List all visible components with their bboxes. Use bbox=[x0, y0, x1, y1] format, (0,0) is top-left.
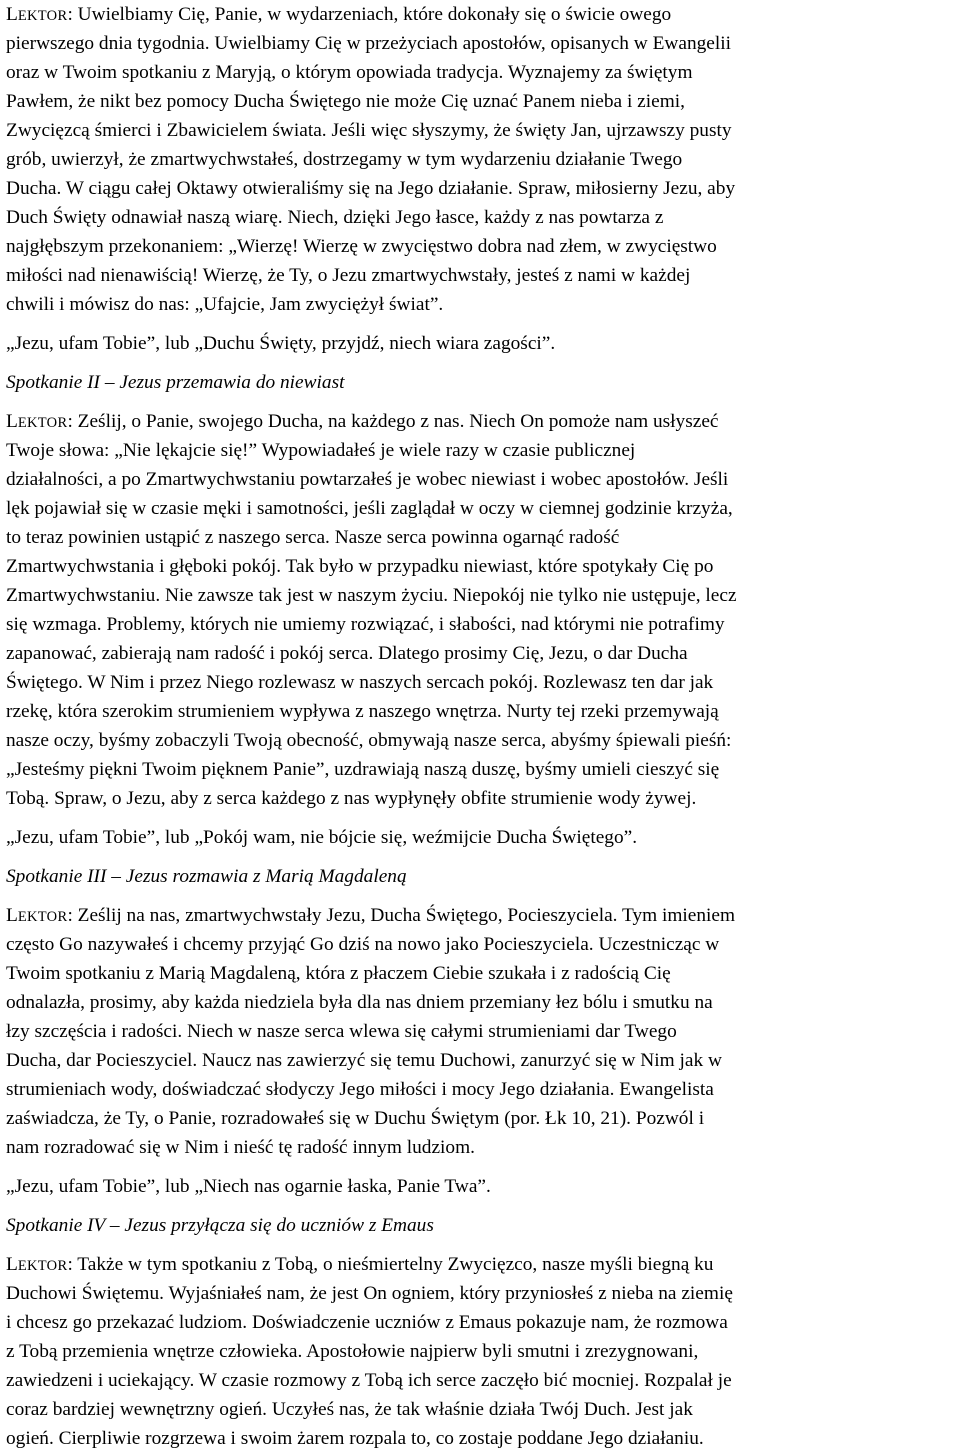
text-line bbox=[6, 901, 958, 930]
text-line bbox=[6, 581, 958, 610]
text-line bbox=[6, 959, 958, 988]
text-line bbox=[6, 1104, 958, 1133]
line-text: to teraz powinien ustąpić z naszego serca. Nasze serca powinna ogarnąć radość bbox=[6, 527, 620, 548]
text-line bbox=[6, 174, 958, 203]
line-text: Pawłem, że nikt bez pomocy Ducha Świętego nie może Cię uznać Panem nieba i ziemi, bbox=[6, 91, 685, 112]
text-line bbox=[6, 1133, 958, 1162]
block-gap bbox=[6, 397, 958, 407]
lector-paragraph bbox=[6, 1250, 958, 1453]
line-text: Twoje słowa: „Nie lękajcie się!” Wypowiadałeś je wiele razy w czasie publicznej bbox=[6, 440, 636, 461]
line-text: „Jesteśmy piękni Twoim pięknem Panie”, uzdrawiają naszą duszę, byśmy umieli cieszyć się bbox=[6, 759, 720, 780]
text-line bbox=[6, 1337, 958, 1366]
text-line bbox=[6, 726, 958, 755]
line-text: miłości nad nienawiścią! Wierzę, że Ty, o Jezu zmartwychwstały, jesteś z nami w każdej bbox=[6, 265, 691, 286]
text-line bbox=[6, 58, 958, 87]
text-line bbox=[6, 668, 958, 697]
response-line bbox=[6, 329, 958, 358]
text-line bbox=[6, 1017, 958, 1046]
line-text: się wzmaga. Problemy, których nie umiemy rozwiązać, i słabości, nad którymi nie potrafimy bbox=[6, 614, 725, 635]
text-line bbox=[6, 368, 958, 397]
line-text: „Jezu, ufam Tobie”, lub „Pokój wam, nie bójcie się, weźmijcie Ducha Świętego”. bbox=[6, 827, 638, 848]
line-text: Duchowi Świętemu. Wyjaśniałeś nam, że jest On ogniem, który przyniosłeś z nieba na ziemię bbox=[6, 1283, 733, 1304]
section-heading bbox=[6, 862, 958, 891]
text-line bbox=[6, 1424, 958, 1453]
lector-label-initial: L bbox=[6, 411, 18, 432]
text-line bbox=[6, 29, 958, 58]
response-line bbox=[6, 1172, 958, 1201]
block-gap bbox=[6, 891, 958, 901]
lector-label bbox=[6, 411, 67, 432]
line-text: oraz w Twoim spotkaniu z Maryją, o którym opowiada tradycja. Wyznajemy za świętym bbox=[6, 62, 693, 83]
lector-label bbox=[6, 905, 67, 926]
line-text: najgłębszym przekonaniem: „Wierzę! Wierzę w zwycięstwo dobra nad złem, w zwycięstwo bbox=[6, 236, 717, 257]
lector-paragraph bbox=[6, 407, 958, 813]
text-line bbox=[6, 552, 958, 581]
line-text: i chcesz go przekazać ludziom. Doświadczenie uczniów z Emaus pokazuje nam, że rozmowa bbox=[6, 1312, 728, 1333]
line-text: Ducha. W ciągu całej Oktawy otwieraliśmy się na Jego działanie. Spraw, miłosierny Jezu, aby bbox=[6, 178, 736, 199]
line-text: zaświadcza, że Ty, o Panie, rozradowałeś się w Duchu Świętym (por. Łk 10, 21). Pozwól i bbox=[6, 1108, 705, 1129]
block-gap bbox=[6, 1240, 958, 1250]
text-line bbox=[6, 465, 958, 494]
text-line bbox=[6, 203, 958, 232]
text-line bbox=[6, 87, 958, 116]
response-line bbox=[6, 823, 958, 852]
text-line bbox=[6, 261, 958, 290]
text-line bbox=[6, 0, 958, 29]
line-text: Twoim spotkaniu z Marią Magdaleną, która z płaczem Ciebie szukała i z radością Cię bbox=[6, 963, 671, 984]
block-gap bbox=[6, 358, 958, 368]
line-text: Zmartwychwstaniu. Nie zawsze tak jest w naszym życiu. Niepokój nie tylko nie ustępuje, lecz bbox=[6, 585, 737, 606]
text-line bbox=[6, 1211, 958, 1240]
line-text: nam rozradować się w Nim i nieść tę radość innym ludziom. bbox=[6, 1137, 475, 1158]
line-text: strumieniach wody, doświadczać słodyczy Jego miłości i mocy Jego działania. Ewangelista bbox=[6, 1079, 714, 1100]
line-text: Świętego. W Nim i przez Niego rozlewasz w naszych sercach pokój. Rozlewasz ten dar jak bbox=[6, 672, 714, 693]
section-heading bbox=[6, 368, 958, 397]
text-line bbox=[6, 494, 958, 523]
section-heading bbox=[6, 1211, 958, 1240]
line-text: : Ześlij na nas, zmartwychwstały Jezu, Ducha Świętego, Pocieszyciela. Tym imieniem bbox=[67, 905, 736, 926]
lector-paragraph bbox=[6, 901, 958, 1162]
text-line bbox=[6, 639, 958, 668]
lector-label-rest: EKTOR bbox=[17, 909, 68, 925]
block-gap bbox=[6, 1201, 958, 1211]
lector-label bbox=[6, 1254, 67, 1275]
line-text: łzy szczęścia i radości. Niech w nasze serca wlewa się całymi strumieniami dar Twego bbox=[6, 1021, 677, 1042]
text-line bbox=[6, 290, 958, 319]
text-line bbox=[6, 988, 958, 1017]
lector-label-initial: L bbox=[6, 4, 18, 25]
block-gap bbox=[6, 813, 958, 823]
line-text: działalności, a po Zmartwychwstaniu powtarzałeś je wobec niewiast i wobec apostołów. Jeśli bbox=[6, 469, 729, 490]
line-text: grób, uwierzył, że zmartwychwstałeś, dostrzegamy w tym wydarzeniu działanie Twego bbox=[6, 149, 683, 170]
text-line bbox=[6, 329, 958, 358]
line-text: Ducha, dar Pocieszyciel. Naucz nas zawierzyć się temu Duchowi, zanurzyć się w Nim jak w bbox=[6, 1050, 722, 1071]
document-page bbox=[6, 0, 958, 1453]
line-text: ogień. Cierpliwie rozgrzewa i swoim żarem rozpala to, co zostaje poddane Jego działaniu. bbox=[6, 1428, 704, 1449]
line-text: zapanować, zabierają nam radość i pokój serca. Dlatego prosimy Cię, Jezu, o dar Ducha bbox=[6, 643, 688, 664]
lector-paragraph bbox=[6, 0, 958, 319]
text-line bbox=[6, 610, 958, 639]
text-line bbox=[6, 1308, 958, 1337]
text-line bbox=[6, 407, 958, 436]
line-text: Spotkanie II – Jezus przemawia do niewiast bbox=[6, 372, 345, 393]
line-text: pierwszego dnia tygodnia. Uwielbiamy Cię w przeżyciach apostołów, opisanych w Ewangelii bbox=[6, 33, 732, 54]
lector-label-rest: EKTOR bbox=[17, 415, 68, 431]
line-text: Spotkanie III – Jezus rozmawia z Marią Magdaleną bbox=[6, 866, 407, 887]
text-line bbox=[6, 436, 958, 465]
text-line bbox=[6, 116, 958, 145]
line-text: nasze oczy, byśmy zobaczyli Twoją obecność, obmywają nasze serca, abyśmy śpiewali pieśń: bbox=[6, 730, 732, 751]
text-line bbox=[6, 862, 958, 891]
line-text: „Jezu, ufam Tobie”, lub „Duchu Święty, przyjdź, niech wiara zagości”. bbox=[6, 333, 556, 354]
line-text: rzekę, która szerokim strumieniem wypływa z naszego wnętrza. Nurty tej rzeki przemywają bbox=[6, 701, 719, 722]
line-text: : Ześlij, o Panie, swojego Ducha, na każdego z nas. Niech On pomoże nam usłyszeć bbox=[67, 411, 719, 432]
lector-label-initial: L bbox=[6, 1254, 18, 1275]
line-text: Spotkanie IV – Jezus przyłącza się do uczniów z Emaus bbox=[6, 1215, 434, 1236]
text-line bbox=[6, 145, 958, 174]
line-text: odnalazła, prosimy, aby każda niedziela była dla nas dniem przemiany łez bólu i smutku na bbox=[6, 992, 713, 1013]
text-line bbox=[6, 784, 958, 813]
line-text: zawiedzeni i uciekający. W czasie rozmowy z Tobą ich serce zaczęło bić mocniej. Rozpalał je bbox=[6, 1370, 732, 1391]
lector-label-rest: EKTOR bbox=[17, 8, 68, 24]
line-text: Zmartwychwstania i głęboki pokój. Tak było w przypadku niewiast, które spotykały Cię po bbox=[6, 556, 714, 577]
text-line bbox=[6, 523, 958, 552]
text-line bbox=[6, 755, 958, 784]
text-line bbox=[6, 1046, 958, 1075]
lector-label-rest: EKTOR bbox=[17, 1258, 68, 1274]
text-line bbox=[6, 930, 958, 959]
text-line bbox=[6, 1395, 958, 1424]
text-line bbox=[6, 823, 958, 852]
block-gap bbox=[6, 319, 958, 329]
text-line bbox=[6, 1366, 958, 1395]
line-text: : Uwielbiamy Cię, Panie, w wydarzeniach, które dokonały się o świcie owego bbox=[67, 4, 672, 25]
block-gap bbox=[6, 852, 958, 862]
lector-label bbox=[6, 4, 67, 25]
text-line bbox=[6, 697, 958, 726]
text-line bbox=[6, 1172, 958, 1201]
line-text: Zwycięzcą śmierci i Zbawicielem świata. Jeśli więc słyszymy, że święty Jan, ujrzawszy pusty bbox=[6, 120, 732, 141]
text-line bbox=[6, 232, 958, 261]
text-line bbox=[6, 1075, 958, 1104]
line-text: chwili i mówisz do nas: „Ufajcie, Jam zwyciężył świat”. bbox=[6, 294, 444, 315]
line-text: Tobą. Spraw, o Jezu, aby z serca każdego z nas wypłynęły obfite strumienie wody żywej. bbox=[6, 788, 697, 809]
text-line bbox=[6, 1279, 958, 1308]
line-text: Duch Święty odnawiał naszą wiarę. Niech, dzięki Jego łasce, każdy z nas powtarza z bbox=[6, 207, 664, 228]
line-text: często Go nazywałeś i chcemy przyjąć Go dziś na nowo jako Pocieszyciela. Uczestnicząc w bbox=[6, 934, 720, 955]
lector-label-initial: L bbox=[6, 905, 18, 926]
line-text: z Tobą przemienia wnętrze człowieka. Apostołowie najpierw byli smutni i zrezygnowani, bbox=[6, 1341, 699, 1362]
line-text: coraz bardziej wewnętrzny ogień. Uczyłeś nas, że tak właśnie działa Twój Duch. Jest jak bbox=[6, 1399, 693, 1420]
line-text: lęk pojawiał się w czasie męki i samotności, jeśli zaglądał w oczy w ciemnej godzinie krzyża, bbox=[6, 498, 733, 519]
line-text: „Jezu, ufam Tobie”, lub „Niech nas ogarnie łaska, Panie Twa”. bbox=[6, 1176, 491, 1197]
text-line bbox=[6, 1250, 958, 1279]
line-text: : Także w tym spotkaniu z Tobą, o nieśmiertelny Zwycięzco, nasze myśli biegną ku bbox=[67, 1254, 714, 1275]
block-gap bbox=[6, 1162, 958, 1172]
